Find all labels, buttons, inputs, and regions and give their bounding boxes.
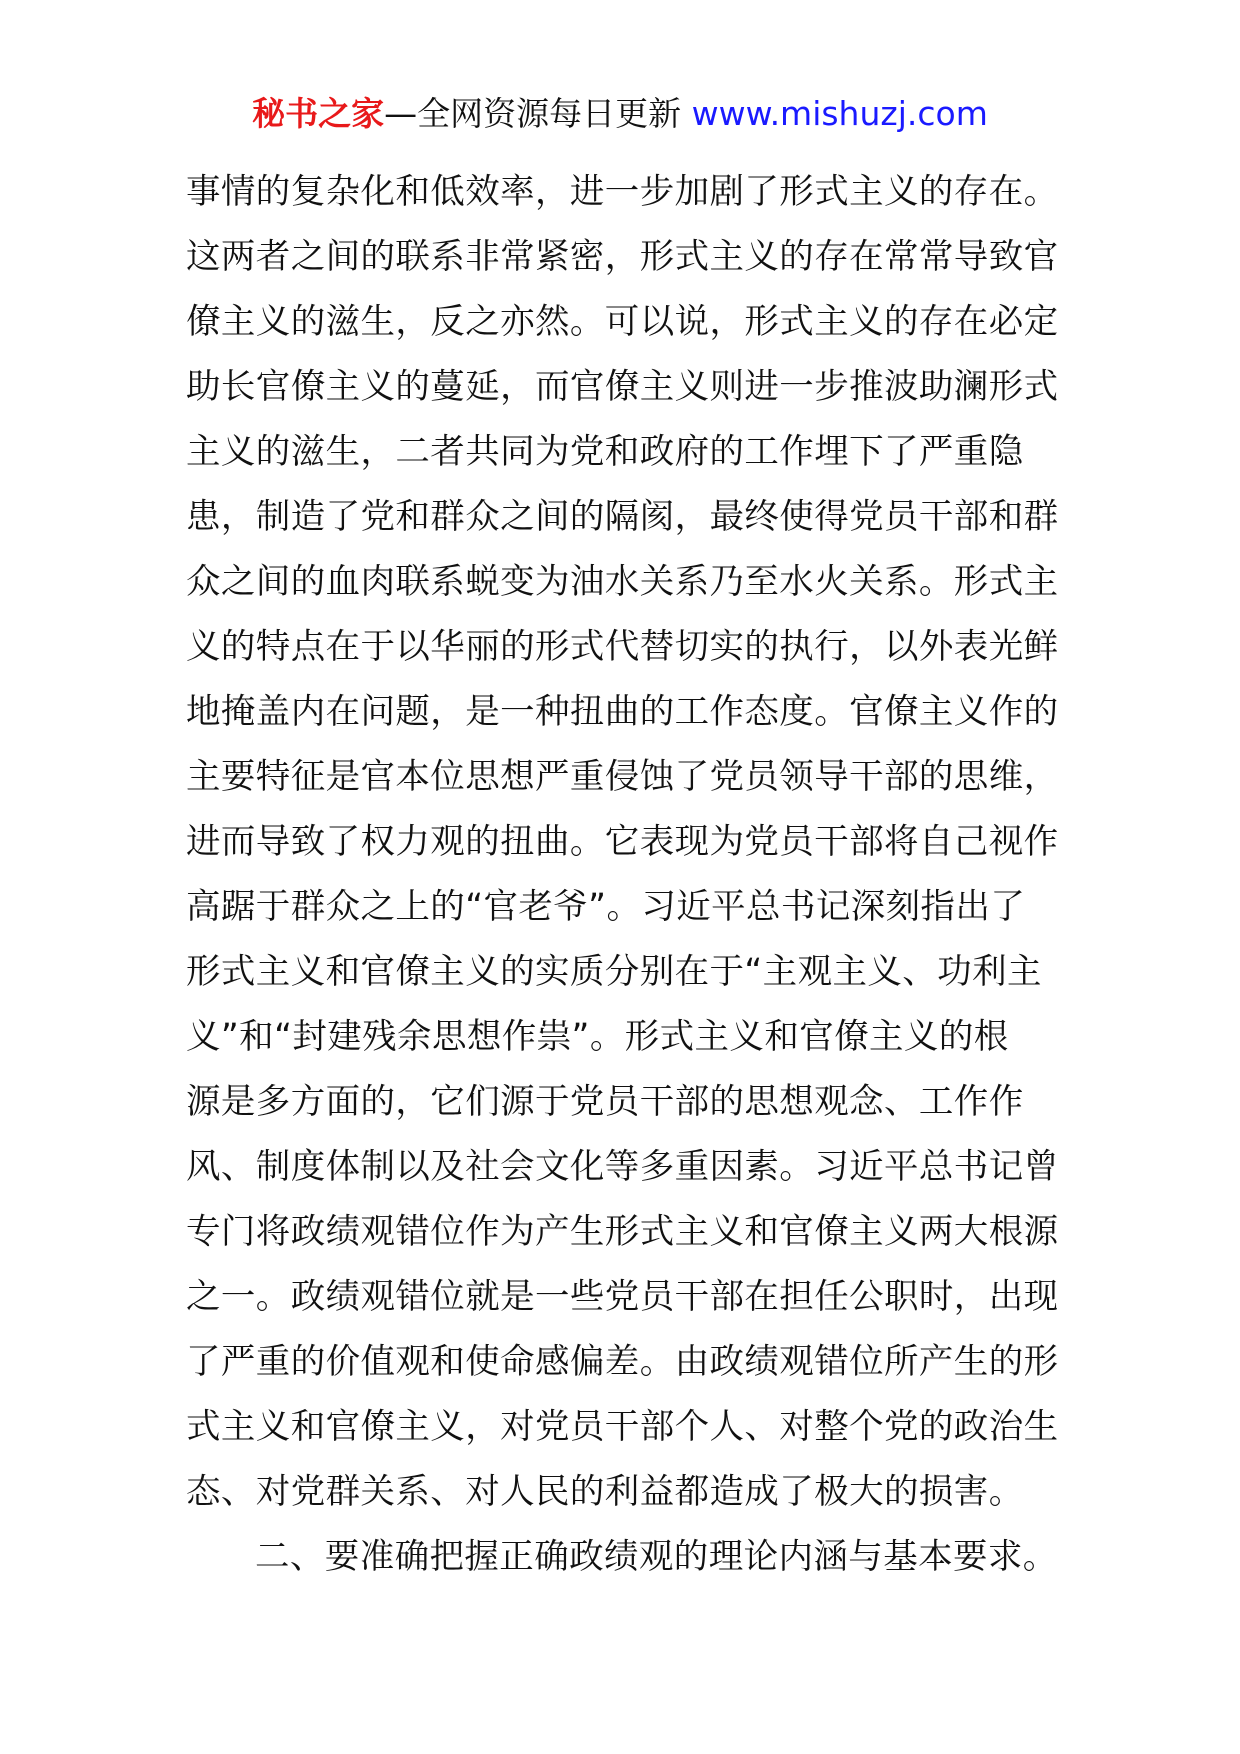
paragraph-line: 源是多方面的，它们源于党员干部的思想观念、工作作 <box>186 1082 1024 1122</box>
page-header <box>0 92 1240 136</box>
paragraph-line: 主义的滋生，二者共同为党和政府的工作埋下了严重隐 <box>186 432 1024 472</box>
paragraph-line: 风、制度体制以及社会文化等多重因素。习近平总书记曾 <box>186 1147 1059 1187</box>
paragraph-line: 形式主义和官僚主义的实质分别在于“主观主义、功利主 <box>186 952 1042 992</box>
paragraph-line: 高踞于群众之上的“官老爷”。习近平总书记深刻指出了 <box>186 887 1026 927</box>
paragraph-line: 之一。政绩观错位就是一些党员干部在担任公职时，出现 <box>186 1277 1059 1317</box>
paragraph-line: 众之间的血肉联系蜕变为油水关系乃至水火关系。形式主 <box>186 562 1059 602</box>
paragraph-line: 主要特征是官本位思想严重侵蚀了党员领导干部的思维， <box>186 757 1059 797</box>
paragraph-line: 义的特点在于以华丽的形式代替切实的执行，以外表光鲜 <box>186 627 1059 667</box>
paragraph-line: 助长官僚主义的蔓延，而官僚主义则进一步推波助澜形式 <box>186 367 1059 407</box>
paragraph-line: 患，制造了党和群众之间的隔阂，最终使得党员干部和群 <box>186 497 1059 537</box>
document-body <box>186 160 1066 1590</box>
paragraph-line: 这两者之间的联系非常紧密，形式主义的存在常常导致官 <box>186 237 1059 277</box>
paragraph-line: 专门将政绩观错位作为产生形式主义和官僚主义两大根源 <box>186 1212 1059 1252</box>
site-tagline: —全网资源每日更新 <box>384 94 692 133</box>
paragraph-line: 事情的复杂化和低效率，进一步加剧了形式主义的存在。 <box>186 172 1059 212</box>
paragraph-line: 义”和“封建残余思想作祟”。形式主义和官僚主义的根 <box>186 1017 1009 1057</box>
site-brand: 秘书之家 <box>252 94 385 133</box>
paragraph-line: 进而导致了权力观的扭曲。它表现为党员干部将自己视作 <box>186 822 1059 862</box>
site-url-link[interactable]: www.mishuzj.com <box>691 94 988 133</box>
paragraph-line: 式主义和官僚主义，对党员干部个人、对整个党的政治生 <box>186 1407 1059 1447</box>
paragraph-line: 态、对党群关系、对人民的利益都造成了极大的损害。 <box>186 1472 1024 1512</box>
section-heading: 二、要准确把握正确政绩观的理论内涵与基本要求。 <box>255 1537 1058 1577</box>
paragraph-line: 了严重的价值观和使命感偏差。由政绩观错位所产生的形 <box>186 1342 1059 1382</box>
paragraph-line: 僚主义的滋生，反之亦然。可以说，形式主义的存在必定 <box>186 302 1059 342</box>
paragraph-line: 地掩盖内在问题，是一种扭曲的工作态度。官僚主义作的 <box>186 692 1059 732</box>
